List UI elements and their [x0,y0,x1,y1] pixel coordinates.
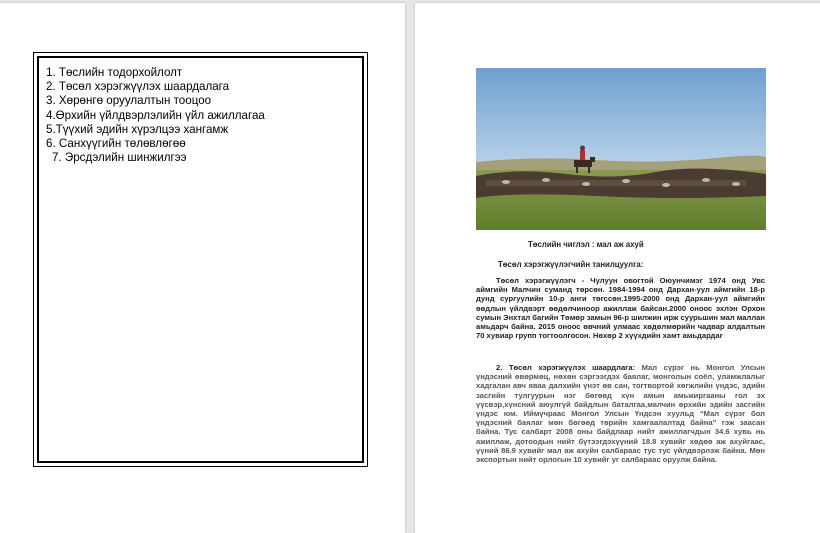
paragraph-requirements-lead: 2. Төсөл хэрэгжүүлэх шаардлага: [496,363,636,372]
photo-caption: Төслийн чиглэл : мал аж ахуй [528,240,644,249]
toc-item: 5.Түүхий эдийн хүрэлцээ хангамж [46,122,229,136]
table-of-contents [46,66,265,165]
paragraph-introduction [476,276,765,340]
section-subheading: Төсөл хэрэгжүүлэгчийн танилцуулга: [498,260,644,269]
paragraph-introduction-text: Төсөл хэрэгжүүлэгч - Чулуун овогтой Оюунчимэг 1974 онд Увс аймгийн Малчин суманд төрсөн. 1984-1994 онд Дархан-уул аймгийн 18-р дунд сургуулийн 10-р анги төгссөн.1995-2000 онд Дархан-уул аймгийн өөдлын үйлдвэрт өөдөлчиноор ажиллаж байсан.2000 оноос эхлэн Орхон сумын Энхтал багийн Төмөр замын 96-р шилжин ирж суурьшин мал маллан амьдарч байна. 2015 оноос өвчний улмаас хөдөлмөрийн чадвар алдалтын 70 хувиар групп тогтоолгосон. Нөхөр 2 хүүхдийн хамт амьдардаг [476,276,765,341]
toc-item: 3. Хөрөнгө оруулалтын тооцоо [46,94,212,108]
paragraph-requirements-text: Мал сүрэг нь Монгол Улсын үндэсний өвөрмөц, нөхөн сэргээгдэх баялаг, монголын соёл, уламжлалыг хадгалан авч яваа далхийн үнэт өв сан, тогтвортой хөгжлийн үндэс, эдийн засгийн тулгуурын нэг бөгөөд хүн амын амьжиргааны гол эх үүсвэр,хүнсний аюулгүй байдлын баталгаа,малчин өрхийн эдийн засгийн үндэс юм. Иймүчраас Монгол Улсын Үндсэн хуульд “Мал сүрэг бол үндэсний баялаг мөн бөгөөд төрийн хамгаалалтад байна” гэж заасан байна. Тус салбарт 2008 оны байдлаар нийт ажиллагчдын 34.6 хувь нь ажиллаж, дотоодын нийт бүтээгдэхүүний 18.8 хувийг хөдөө аж ахуйгаас, үүний 86.9 хувийг мал аж ахуйн салбараас тус тус үйлдвэрлэж байна. Мөн экспортын нийт орлогын 10 хувийг уг салбараас оруулж байна. [476,363,765,465]
toc-item: 2. Төсөл хэрэгжүүлэх шаардалага [46,80,230,94]
toc-item: 6. Санхүүгийн төлөвлөгөө [46,137,186,151]
toc-item: 7. Эрсдэлийн шинжилгээ [52,151,187,165]
toc-item: 4.Өрхийн үйлдвэрлэлийн үйл ажиллагаа [46,108,265,122]
paragraph-requirements [476,363,765,464]
toc-item: 1. Төслийн тодорхойлолт [46,66,183,79]
document-page-left [0,3,405,533]
document-page-right [415,3,820,533]
steppe-herd-image [476,68,766,230]
herd-photo [476,68,766,230]
